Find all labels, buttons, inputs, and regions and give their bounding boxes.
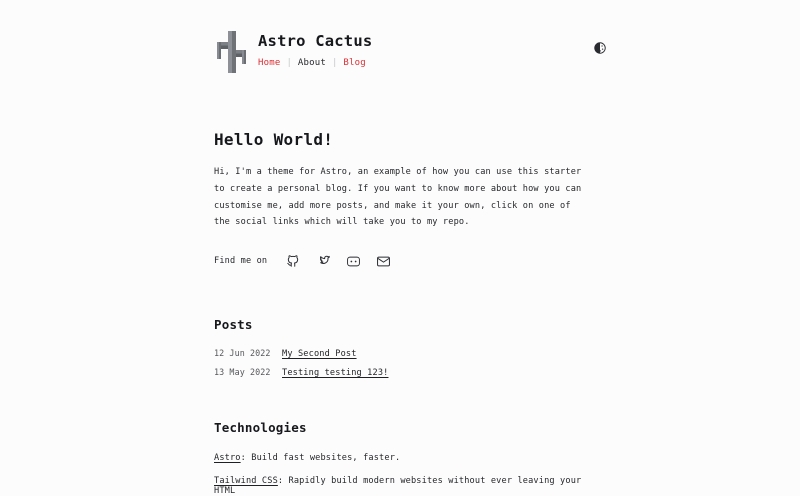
post-date: 12 Jun 2022 (214, 348, 271, 358)
posts-section (214, 317, 586, 378)
posts-heading: Posts (214, 317, 253, 332)
nav-separator: | (332, 57, 338, 68)
technologies-heading: Technologies (214, 420, 307, 435)
post-list (214, 348, 586, 378)
nav-separator: | (286, 57, 292, 68)
email-icon[interactable] (375, 253, 391, 269)
find-me-on-row (214, 253, 586, 269)
twitter-icon[interactable] (315, 253, 331, 269)
github-icon[interactable] (285, 253, 301, 269)
post-link[interactable]: Testing testing 123! (282, 368, 389, 378)
content-container (214, 0, 586, 496)
site-title: Astro Cactus (258, 32, 373, 50)
page-title: Hello World! (214, 130, 334, 149)
list-item (214, 348, 586, 359)
technologies-list (214, 453, 586, 496)
main-nav (258, 58, 372, 68)
nav-item-blog[interactable]: Blog (343, 57, 366, 68)
site-header (214, 26, 586, 74)
technologies-section (214, 420, 586, 496)
tech-link-astro[interactable]: Astro (214, 453, 241, 463)
find-me-label: Find me on (214, 256, 268, 266)
brand-block (258, 26, 372, 68)
tech-description: : Build fast websites, faster. (240, 453, 401, 463)
social-links (285, 253, 391, 269)
tech-description: : Rapidly build modern websites without ever leaving your HTML (214, 476, 582, 496)
theme-toggle-icon[interactable] (592, 40, 608, 56)
nav-item-home[interactable]: Home (258, 57, 281, 68)
intro-paragraph: Hi, I'm a theme for Astro, an example of how you can use this starter to create a personal blog. If you want to know more about how you can customise me, add more posts, and make it your own, click on one of the social links which will take you to my repo. (214, 167, 582, 228)
nav-item-about[interactable]: About (297, 57, 326, 68)
list-item (214, 453, 586, 463)
discord-icon[interactable] (345, 253, 361, 269)
tech-link-tailwind-css[interactable]: Tailwind CSS (214, 476, 278, 486)
list-item (214, 367, 586, 378)
post-link[interactable]: My Second Post (282, 349, 357, 359)
list-item (214, 476, 586, 496)
astro-cactus-logo-icon[interactable] (214, 28, 250, 76)
post-date: 13 May 2022 (214, 367, 271, 377)
